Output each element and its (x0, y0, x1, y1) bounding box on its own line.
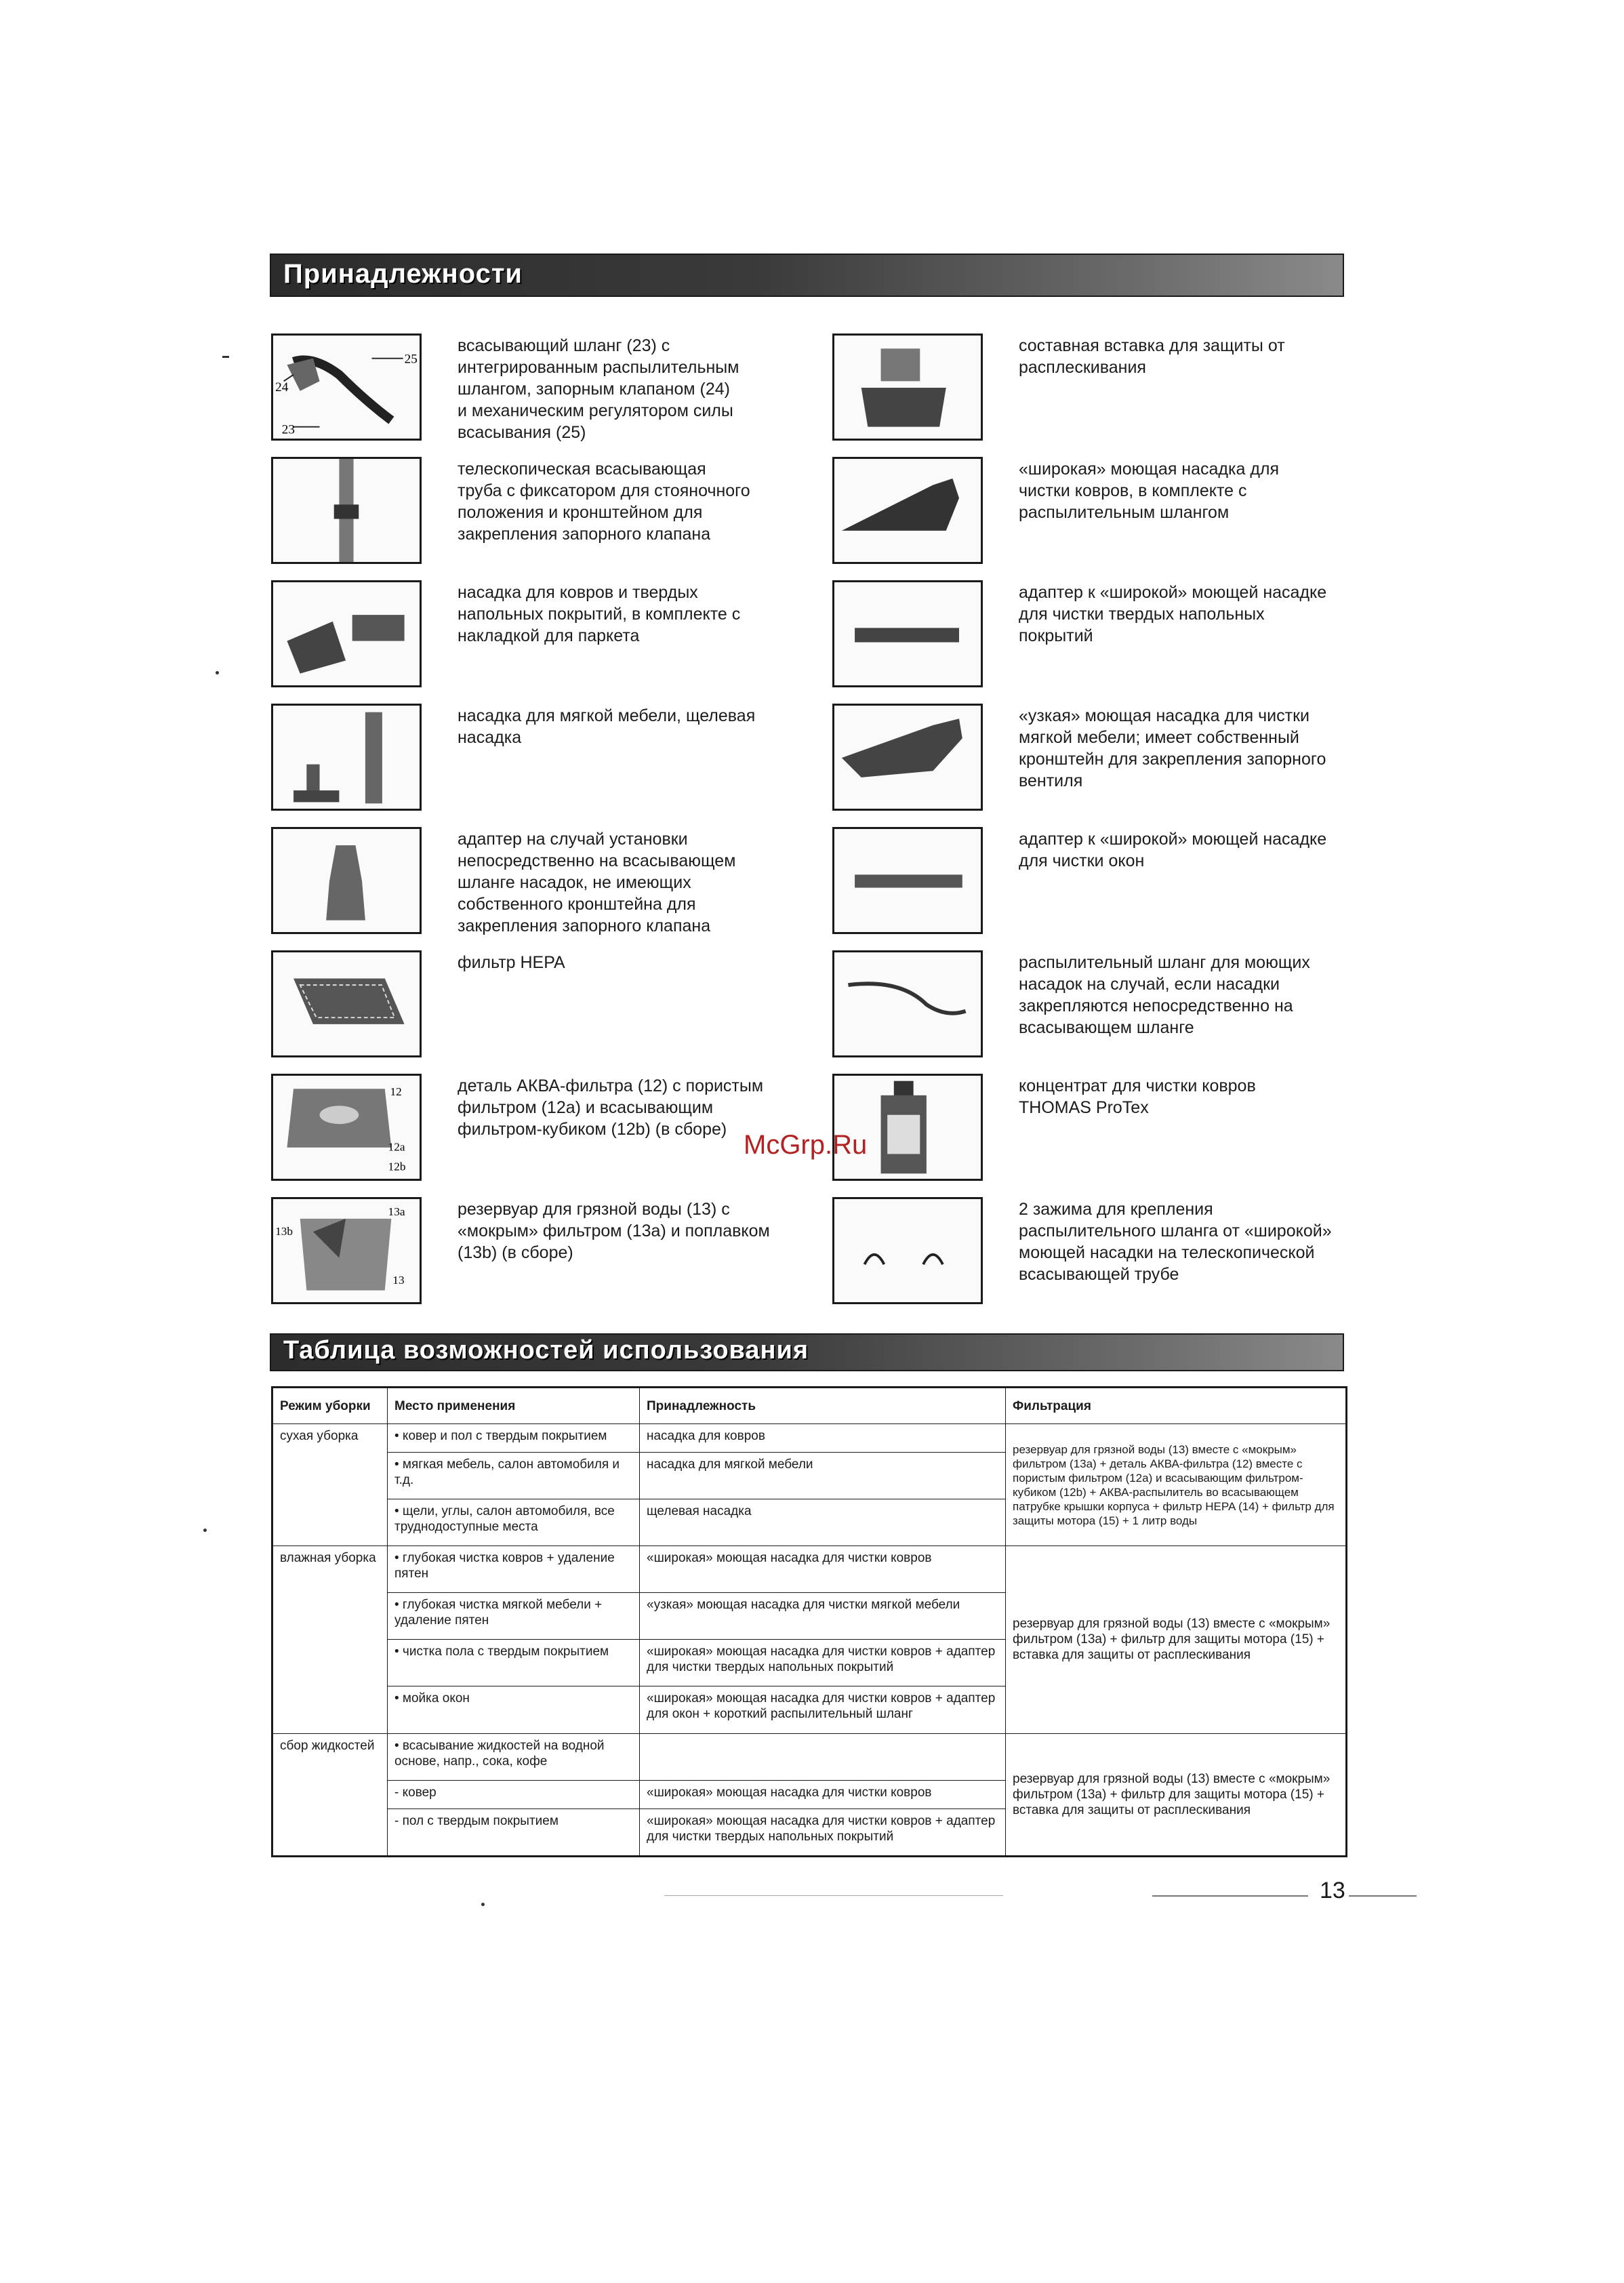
table-row (272, 1733, 1347, 1780)
narrow-nozzle-icon (834, 706, 981, 809)
hepa-filter-image (271, 950, 422, 1057)
mode-cell: влажная уборка (272, 1546, 388, 1733)
accessory-item-narrow-nozzle (832, 704, 1361, 812)
accessory-item-hard-floor-adapter (832, 580, 1361, 689)
accessory-item-aqua-filter (271, 1074, 800, 1182)
dirty-water-tank-image (271, 1197, 422, 1304)
suction-hose-icon (273, 336, 420, 439)
aqua-filter-image (271, 1074, 422, 1181)
header-accessory: Принадлежность (640, 1388, 1006, 1424)
label-23: 23 (281, 422, 295, 437)
header-mode: Режим уборки (272, 1388, 388, 1424)
window-adapter-desc: адаптер к «широкой» моющей насадке для чистки окон (1019, 830, 1327, 870)
accessory-cell: щелевая насадка (640, 1499, 1006, 1546)
margin-mark (203, 1529, 207, 1532)
accessory-cell (640, 1733, 1006, 1780)
upholstery-nozzle-icon (273, 706, 420, 809)
watermark: McGrp.Ru (744, 1130, 868, 1160)
carpet-nozzle-icon (273, 582, 420, 685)
telescopic-tube-image (271, 457, 422, 564)
hepa-filter-desc: фильтр HEPA (458, 953, 565, 972)
hepa-filter-icon (273, 952, 420, 1055)
footer-rule-right (1152, 1895, 1308, 1897)
mode-cell: сухая уборка (272, 1424, 388, 1546)
usage-title: Таблица возможностей использования (283, 1336, 809, 1365)
table-row (272, 1424, 1347, 1453)
accessory-item-carpet-concentrate (832, 1074, 1361, 1182)
narrow-nozzle-image (832, 704, 983, 811)
header-place: Место применения (388, 1388, 640, 1424)
accessory-cell: «широкая» моющая насадка для чистки ковров + адаптер для чистки твердых напольных покрытий (640, 1809, 1006, 1856)
narrow-nozzle-desc: «узкая» моющая насадка для чистки мягкой мебели; имеет собственный кронштейн для закрепления запорного вентиля (1019, 706, 1326, 790)
spray-hose-icon (834, 952, 981, 1055)
aqua-filter-icon (273, 1076, 420, 1179)
place-cell: • всасывание жидкостей на водной основе, напр., сока, кофе (388, 1733, 640, 1780)
carpet-concentrate-image (832, 1074, 983, 1181)
accessory-cell: насадка для ковров (640, 1424, 1006, 1453)
accessory-item-suction-hose (271, 334, 800, 442)
label-12b: 12b (388, 1160, 406, 1173)
hard-floor-adapter-image (832, 580, 983, 687)
accessory-cell: «широкая» моющая насадка для чистки ковров + адаптер для окон + короткий распылительный шланг (640, 1686, 1006, 1733)
filtration-cell: резервуар для грязной воды (13) вместе с «мокрым» фильтром (13а) + фильтр для защиты мотора (15) + вставка для защиты от расплескивания (1006, 1546, 1347, 1733)
accessory-item-upholstery-nozzle (271, 704, 800, 812)
footer-rule-after (1349, 1895, 1417, 1897)
spray-hose-image (832, 950, 983, 1057)
usage-title-banner (270, 1333, 1344, 1371)
upholstery-nozzle-desc: насадка для мягкой мебели, щелевая насадка (458, 706, 756, 747)
accessory-item-carpet-nozzle (271, 580, 800, 689)
accessories-title: Принадлежности (283, 259, 523, 289)
spray-hose-desc: распылительный шланг для моющих насадок на случай, если насадки закрепляются непосредственно на всасывающем шланге (1019, 953, 1310, 1037)
carpet-concentrate-bottle-icon (834, 1076, 981, 1179)
accessory-item-dirty-water-tank (271, 1197, 800, 1306)
filtration-cell: резервуар для грязной воды (13) вместе с «мокрым» фильтром (13а) + фильтр для защиты мотора (15) + вставка для защиты от расплескивания (1006, 1733, 1347, 1856)
accessory-cell: «узкая» моющая насадка для чистки мягкой мебели (640, 1593, 1006, 1640)
label-24: 24 (275, 380, 289, 395)
usage-table (271, 1386, 1347, 1857)
place-cell: • глубокая чистка ковров + удаление пятен (388, 1546, 640, 1593)
label-12a: 12a (388, 1140, 405, 1154)
carpet-nozzle-desc: насадка для ковров и твердых напольных покрытий, в комплекте с накладкой для паркета (458, 583, 741, 645)
window-adapter-image (832, 827, 983, 934)
footer-rule-left (664, 1895, 1003, 1896)
label-13a: 13a (388, 1205, 405, 1219)
accessory-item-wide-spray-nozzle (832, 457, 1361, 565)
accessory-item-adapter (271, 827, 800, 935)
accessory-item-telescopic-tube (271, 457, 800, 565)
carpet-nozzle-image (271, 580, 422, 687)
clips-icon (834, 1199, 981, 1302)
place-cell: • ковер и пол с твердым покрытием (388, 1424, 640, 1453)
wide-spray-nozzle-image (832, 457, 983, 564)
upholstery-nozzle-image (271, 704, 422, 811)
accessory-item-spray-hose (832, 950, 1361, 1059)
place-cell: • глубокая чистка мягкой мебели + удаление пятен (388, 1593, 640, 1640)
mode-cell: сбор жидкостей (272, 1733, 388, 1856)
window-adapter-icon (834, 829, 981, 932)
accessory-item-hepa-filter (271, 950, 800, 1059)
table-row (272, 1546, 1347, 1593)
suction-hose-desc: всасывающий шланг (23) с интегрированным распылительным шлангом, запорным клапаном (24) и механическим регулятором силы всасывания (25) (458, 336, 739, 442)
telescopic-tube-icon (273, 459, 420, 562)
accessory-item-window-adapter (832, 827, 1361, 935)
hard-floor-adapter-icon (834, 582, 981, 685)
clips-image (832, 1197, 983, 1304)
accessory-cell: насадка для мягкой мебели (640, 1453, 1006, 1499)
place-cell: • чистка пола с твердым покрытием (388, 1640, 640, 1686)
aqua-filter-desc: деталь АКВА-фильтра (12) с пористым фильтром (12а) и всасывающим фильтром-кубиком (12b) (в сборе) (458, 1076, 764, 1139)
carpet-concentrate-desc: концентрат для чистки ковров THOMAS ProTex (1019, 1076, 1256, 1117)
page-number: 13 (1320, 1878, 1345, 1903)
wide-spray-nozzle-desc: «широкая» моющая насадка для чистки ковров, в комплекте с распылительным шлангом (1019, 460, 1280, 522)
wide-spray-nozzle-icon (834, 459, 981, 562)
clips-desc: 2 зажима для крепления распылительного шланга от «широкой» моющей насадки на телескопической всасывающей трубе (1019, 1200, 1332, 1284)
hard-floor-adapter-desc: адаптер к «широкой» моющей насадке для чистки твердых напольных покрытий (1019, 583, 1327, 645)
adapter-image (271, 827, 422, 934)
filtration-cell: резервуар для грязной воды (13) вместе с «мокрым» фильтром (13а) + деталь АКВА-фильтра (12) вместе с пористым фильтром (12а) и всасывающим фильтром-кубиком (12b) + АКВА-распылитель во всасывающем патрубке крышки корпуса + фильтр HEPA (14) + фильтр для защиты мотора (15) + 1 литр воды (1006, 1424, 1347, 1546)
margin-mark (481, 1903, 485, 1906)
place-cell: - ковер (388, 1780, 640, 1809)
telescopic-tube-desc: телескопическая всасывающая труба с фиксатором для стояночного положения и кронштейном для закрепления запорного клапана (458, 460, 750, 544)
margin-mark (216, 671, 219, 674)
label-13b: 13b (275, 1224, 293, 1238)
accessory-cell: «широкая» моющая насадка для чистки ковров + адаптер для чистки твердых напольных покрытий (640, 1640, 1006, 1686)
accessories-title-banner (270, 254, 1344, 297)
place-cell: • мягкая мебель, салон автомобиля и т.д. (388, 1453, 640, 1499)
dirty-water-tank-icon (273, 1199, 420, 1302)
adapter-icon (273, 829, 420, 932)
adapter-desc: адаптер на случай установки непосредственно на всасывающем шланге насадок, не имеющих собственного кронштейна для закрепления запорного клапана (458, 830, 736, 935)
place-cell: - пол с твердым покрытием (388, 1809, 640, 1856)
accessory-cell: «широкая» моющая насадка для чистки ковров (640, 1780, 1006, 1809)
splash-insert-icon (834, 336, 981, 439)
splash-insert-image (832, 334, 983, 441)
label-13: 13 (392, 1274, 405, 1287)
accessory-cell: «широкая» моющая насадка для чистки ковров (640, 1546, 1006, 1593)
label-12: 12 (390, 1085, 402, 1098)
accessory-item-clips (832, 1197, 1361, 1306)
accessory-item-splash-insert (832, 334, 1361, 442)
header-filtration: Фильтрация (1006, 1388, 1347, 1424)
margin-mark (222, 356, 229, 358)
place-cell: • щели, углы, салон автомобиля, все труднодоступные места (388, 1499, 640, 1546)
place-cell: • мойка окон (388, 1686, 640, 1733)
splash-insert-desc: составная вставка для защиты от расплескивания (1019, 336, 1285, 377)
table-header-row (272, 1388, 1347, 1424)
suction-hose-image (271, 334, 422, 441)
label-25: 25 (404, 352, 418, 367)
dirty-water-tank-desc: резервуар для грязной воды (13) с «мокрым» фильтром (13а) и поплавком (13b) (в сборе) (458, 1200, 770, 1262)
